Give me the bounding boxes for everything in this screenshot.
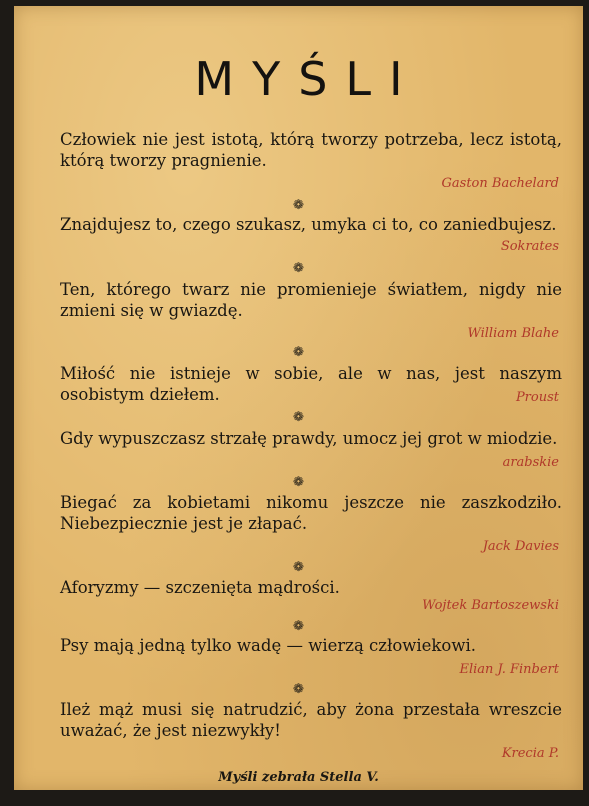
quote-author-5: arabskie (502, 455, 559, 470)
quote-text-5: Gdy wypuszczasz strzałę prawdy, umocz jej grot w miodzie. (60, 429, 558, 448)
quote-author-3: William Blahe (467, 326, 559, 341)
flower-separator-icon: ❁ (293, 619, 304, 634)
quote-text-1: Człowiek nie jest istotą, którą tworzy potrzeba, lecz istotą, którą tworzy pragnienie. (60, 130, 562, 170)
compiler-credit: Myśli zebrała Stella V. (218, 770, 379, 785)
quote-text-9: Ileż mąż musi się natrudzić, aby żona przestała wreszcie uważać, że jest niezwykły! (60, 700, 562, 740)
flower-separator-icon: ❁ (293, 682, 304, 697)
flower-separator-icon: ❁ (293, 410, 304, 425)
quote-author-2: Sokrates (500, 239, 559, 254)
quote-text-4: Miłość nie istnieje w sobie, ale w nas, jest naszym osobistym dziełem. (60, 364, 562, 404)
quote-text-2: Znajdujesz to, czego szukasz, umyka ci to, co zaniedbujesz. (60, 215, 557, 234)
quote-author-4: Proust (515, 390, 559, 405)
flower-separator-icon: ❁ (293, 475, 304, 490)
quote-author-1: Gaston Bachelard (441, 176, 559, 191)
page-title: MYŚLI (194, 52, 421, 106)
quote-author-7: Wojtek Bartoszewski (422, 598, 559, 613)
quote-text-6: Biegać za kobietami nikomu jeszcze nie zaszkodziło. Niebezpiecznie jest je złapać. (60, 493, 562, 533)
quote-card (14, 6, 583, 790)
quote-text-7: Aforyzmy — szczenięta mądrości. (60, 578, 340, 597)
quote-text-8: Psy mają jedną tylko wadę — wierzą człowiekowi. (60, 636, 476, 655)
flower-separator-icon: ❁ (293, 345, 304, 360)
quote-text-3: Ten, którego twarz nie promienieje światłem, nigdy nie zmieni się w gwiazdę. (60, 280, 562, 320)
quote-author-8: Elian J. Finbert (459, 662, 559, 677)
quote-author-9: Krecia P. (501, 746, 559, 761)
flower-separator-icon: ❁ (293, 261, 304, 276)
flower-separator-icon: ❁ (293, 198, 304, 213)
quote-author-6: Jack Davies (482, 539, 559, 554)
flower-separator-icon: ❁ (293, 560, 304, 575)
